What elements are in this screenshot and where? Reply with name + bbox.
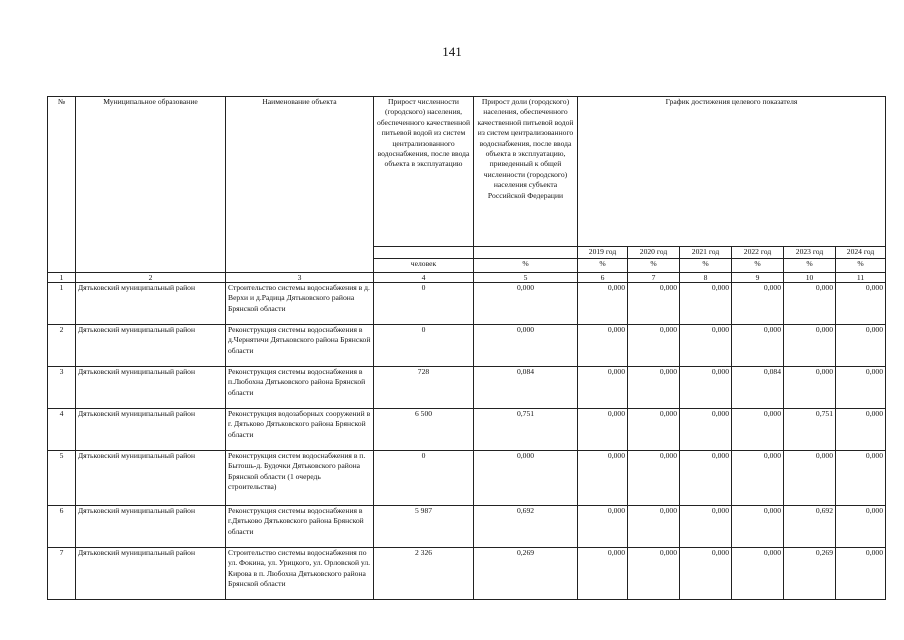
table-row <box>48 367 886 409</box>
share-growth-cell: 0,000 <box>474 283 578 325</box>
indicator-table <box>47 96 886 600</box>
year-value-cell: 0,000 <box>732 409 784 451</box>
year-value-cell: 0,000 <box>680 506 732 548</box>
year-value-cell: 0,000 <box>578 325 628 367</box>
municipality-cell: Дятьковский муниципальный район <box>76 506 226 548</box>
year-2024: 2024 год <box>836 247 886 259</box>
year-value-cell: 0,000 <box>732 325 784 367</box>
object-name-cell: Строительство системы водоснабжения по ул. Фокина, ул. Урицкого, ул. Орловской ул. Кирова в п. Любохна Дятьковского района Брянской области <box>226 548 374 600</box>
object-name-cell: Реконструкция системы водоснабжения в п.Любохна Дятьковского района Брянской области <box>226 367 374 409</box>
row-number: 5 <box>48 451 76 506</box>
year-value-cell: 0,000 <box>732 283 784 325</box>
municipality-cell: Дятьковский муниципальный район <box>76 548 226 600</box>
year-value-cell: 0,000 <box>628 451 680 506</box>
row-number: 4 <box>48 409 76 451</box>
year-value-cell: 0,000 <box>784 367 836 409</box>
object-name-cell: Реконструкция систем водоснабжения в п. Бытошь-д. Будочки Дятьковского района Брянской области (1 очередь строительства) <box>226 451 374 506</box>
population-growth-cell: 0 <box>374 283 474 325</box>
column-number: 6 <box>578 273 628 283</box>
year-value-cell: 0,000 <box>680 325 732 367</box>
header-share-growth: Прирост доли (городского) населения, обеспеченного качественной питьевой водой из систем централизованного водоснабжения, после ввода объекта в эксплуатацию, приведенный к общей численности (городского) населения субъекта Российской Федерации <box>474 97 578 247</box>
share-growth-cell: 0,269 <box>474 548 578 600</box>
year-value-cell: 0,000 <box>628 548 680 600</box>
share-growth-cell: 0,084 <box>474 367 578 409</box>
year-value-cell: 0,084 <box>732 367 784 409</box>
column-number: 2 <box>76 273 226 283</box>
unit-2019: % <box>578 259 628 273</box>
row-number: 6 <box>48 506 76 548</box>
year-value-cell: 0,000 <box>784 283 836 325</box>
year-2020: 2020 год <box>628 247 680 259</box>
year-value-cell: 0,000 <box>836 409 886 451</box>
column-number: 8 <box>680 273 732 283</box>
population-growth-cell: 0 <box>374 325 474 367</box>
page-number: 141 <box>442 44 462 59</box>
table-row <box>48 548 886 600</box>
year-value-cell: 0,000 <box>578 548 628 600</box>
year-value-cell: 0,000 <box>578 506 628 548</box>
year-value-cell: 0,000 <box>732 451 784 506</box>
year-value-cell: 0,000 <box>836 325 886 367</box>
unit-2021: % <box>680 259 732 273</box>
object-name-cell: Реконструкция водозаборных сооружений в г. Дятьково Дятьковского района Брянской области <box>226 409 374 451</box>
column-number: 9 <box>732 273 784 283</box>
population-growth-cell: 0 <box>374 451 474 506</box>
column-number: 5 <box>474 273 578 283</box>
year-value-cell: 0,000 <box>628 409 680 451</box>
year-value-cell: 0,000 <box>680 283 732 325</box>
year-value-cell: 0,000 <box>578 283 628 325</box>
population-growth-cell: 2 326 <box>374 548 474 600</box>
row-number: 2 <box>48 325 76 367</box>
year-2023: 2023 год <box>784 247 836 259</box>
year-value-cell: 0,000 <box>836 548 886 600</box>
column-number: 3 <box>226 273 374 283</box>
column-number: 1 <box>48 273 76 283</box>
population-growth-cell: 5 987 <box>374 506 474 548</box>
municipality-cell: Дятьковский муниципальный район <box>76 283 226 325</box>
year-value-cell: 0,751 <box>784 409 836 451</box>
table-row <box>48 506 886 548</box>
municipality-cell: Дятьковский муниципальный район <box>76 451 226 506</box>
unit-2024: % <box>836 259 886 273</box>
municipality-cell: Дятьковский муниципальный район <box>76 409 226 451</box>
object-name-cell: Реконструкция системы водоснабжения в д.Чернятичи Дятьковского района Брянской области <box>226 325 374 367</box>
row-number: 3 <box>48 367 76 409</box>
year-value-cell: 0,000 <box>680 548 732 600</box>
object-name-cell: Строительство системы водоснабжения в д. Верхи и д.Радица Дятьковского района Брянской области <box>226 283 374 325</box>
year-value-cell: 0,000 <box>628 367 680 409</box>
table-row <box>48 325 886 367</box>
year-value-cell: 0,000 <box>680 367 732 409</box>
header-num: № <box>48 97 76 273</box>
table-row <box>48 451 886 506</box>
column-number: 11 <box>836 273 886 283</box>
header-object: Наименование объекта <box>226 97 374 273</box>
year-value-cell: 0,692 <box>784 506 836 548</box>
header-pop-spacer <box>374 247 474 259</box>
column-number: 10 <box>784 273 836 283</box>
year-value-cell: 0,000 <box>732 548 784 600</box>
year-2019: 2019 год <box>578 247 628 259</box>
unit-2020: % <box>628 259 680 273</box>
share-growth-cell: 0,000 <box>474 451 578 506</box>
year-value-cell: 0,000 <box>578 367 628 409</box>
header-municipality: Муниципальное образование <box>76 97 226 273</box>
header-share-spacer <box>474 247 578 259</box>
municipality-cell: Дятьковский муниципальный район <box>76 325 226 367</box>
header-schedule: График достижения целевого показателя <box>578 97 886 247</box>
year-value-cell: 0,000 <box>578 409 628 451</box>
share-growth-cell: 0,692 <box>474 506 578 548</box>
year-value-cell: 0,000 <box>732 506 784 548</box>
header-row <box>48 97 886 247</box>
column-number: 7 <box>628 273 680 283</box>
year-value-cell: 0,000 <box>836 451 886 506</box>
municipality-cell: Дятьковский муниципальный район <box>76 367 226 409</box>
share-growth-cell: 0,000 <box>474 325 578 367</box>
year-value-cell: 0,000 <box>628 325 680 367</box>
unit-share: % <box>474 259 578 273</box>
unit-2022: % <box>732 259 784 273</box>
year-value-cell: 0,000 <box>628 506 680 548</box>
year-value-cell: 0,000 <box>578 451 628 506</box>
year-value-cell: 0,000 <box>784 325 836 367</box>
object-name-cell: Реконструкция системы водоснабжения в г.Дятьково Дятьковского района Брянской области <box>226 506 374 548</box>
year-value-cell: 0,269 <box>784 548 836 600</box>
year-2022: 2022 год <box>732 247 784 259</box>
share-growth-cell: 0,751 <box>474 409 578 451</box>
year-2021: 2021 год <box>680 247 732 259</box>
year-value-cell: 0,000 <box>784 451 836 506</box>
year-value-cell: 0,000 <box>680 409 732 451</box>
table-row <box>48 409 886 451</box>
row-number: 7 <box>48 548 76 600</box>
year-value-cell: 0,000 <box>836 506 886 548</box>
unit-2023: % <box>784 259 836 273</box>
population-growth-cell: 6 500 <box>374 409 474 451</box>
header-pop-growth: Прирост численности (городского) населения, обеспеченного качественной питьевой водой из систем централизованного водоснабжения, после ввода объекта в эксплуатацию <box>374 97 474 247</box>
year-value-cell: 0,000 <box>836 367 886 409</box>
year-value-cell: 0,000 <box>680 451 732 506</box>
year-value-cell: 0,000 <box>836 283 886 325</box>
table-row <box>48 283 886 325</box>
population-growth-cell: 728 <box>374 367 474 409</box>
column-number: 4 <box>374 273 474 283</box>
row-number: 1 <box>48 283 76 325</box>
year-value-cell: 0,000 <box>628 283 680 325</box>
column-numbers-row <box>48 273 886 283</box>
unit-people: человек <box>374 259 474 273</box>
